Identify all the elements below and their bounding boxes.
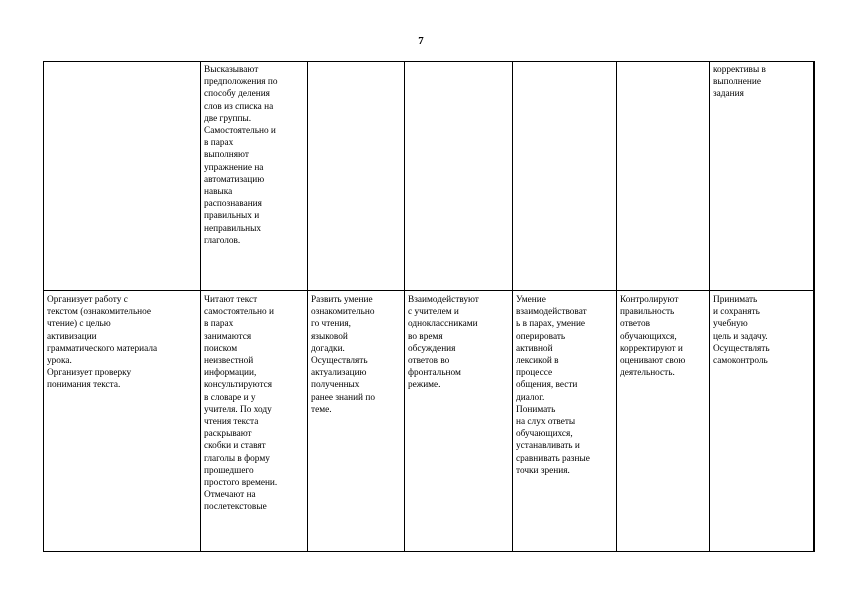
table-cell — [44, 291, 201, 552]
cell-text: Принимать и сохранять учебную цель и задачу. Осуществлять самоконтроль — [713, 295, 770, 367]
table-cell — [201, 62, 308, 291]
table-cell — [405, 291, 513, 552]
table-cell — [513, 291, 617, 552]
page-number: 7 — [418, 35, 424, 47]
cell-text: Взаимодействуют с учителем и одноклассниками во время обсуждения ответов во фронтальном режиме. — [408, 295, 479, 391]
table-cell — [513, 62, 617, 291]
cell-text: Развить умение ознакомительно го чтения, языковой догадки. Осуществлять актуализацию полученных ранее знаний по теме. — [311, 295, 375, 415]
table-cell — [710, 291, 814, 552]
table-row — [44, 62, 814, 291]
table-cell — [710, 62, 814, 291]
lesson-plan-table — [43, 61, 815, 552]
cell-text: коррективы в выполнение задания — [713, 65, 766, 100]
table-cell — [617, 62, 710, 291]
cell-text: Читают текст самостоятельно и в парах занимаются поиском неизвестной информации, консультируются в словаре и у учителя. По ходу чтения текста раскрывают скобки и ставят глаголы в форму прошедшего простого времени. Отмечают на послетекстовые — [204, 295, 278, 513]
cell-text: Высказывают предположения по способу деления слов из списка на две группы. Самостоятельно и в парах выполняют упражнение на автоматизацию навыка распознавания правильных и неправильных глаголов. — [204, 65, 278, 246]
table-cell — [308, 291, 405, 552]
table-cell — [405, 62, 513, 291]
table-cell — [44, 62, 201, 291]
table-cell — [308, 62, 405, 291]
cell-text: Контролируют правильность ответов обучающихся, корректируют и оценивают свою деятельность. — [620, 295, 686, 379]
cell-text: Организует работу с текстом (ознакомительное чтение) с целью активизации грамматического материала урока. Организует проверку понимания текста. — [47, 295, 158, 391]
table-cell — [617, 291, 710, 552]
table-row — [44, 291, 814, 552]
table-cell — [201, 291, 308, 552]
cell-text: Умение взаимодействоват ь в парах, умение оперировать активной лексикой в процессе общения, вести диалог. Понимать на слух ответы обучающихся, устанавливать и сравнивать разные точки зрения. — [516, 295, 590, 476]
